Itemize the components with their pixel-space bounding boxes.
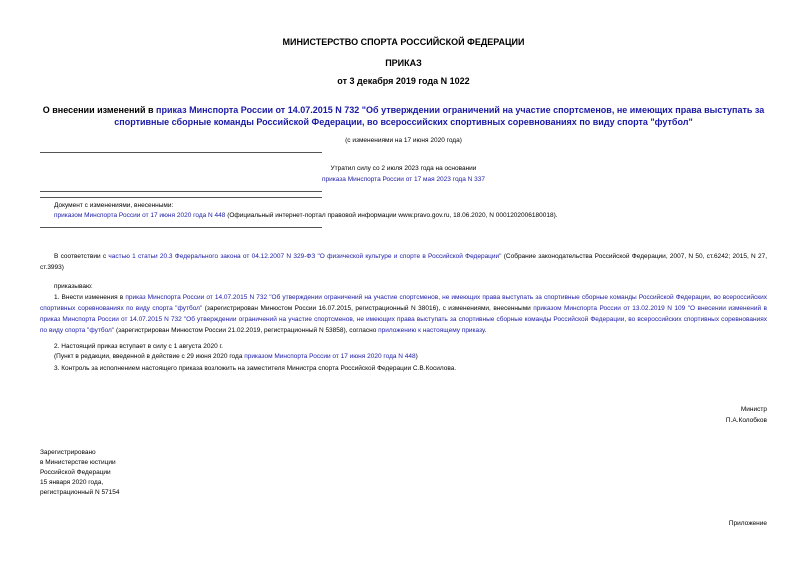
- divider: [40, 197, 322, 198]
- registration-line-5: регистрационный N 57154: [40, 489, 120, 496]
- signature-position: Министр: [740, 406, 767, 413]
- amendments-link[interactable]: приказом Минспорта России от 17 июня 2020 года N 448: [54, 212, 226, 219]
- title-link[interactable]: приказ Минспорта России от 14.07.2015 N 732 "Об утверждении ограничений на участие спортсменов, не имеющих права выступать за спортивные сборные команды Российской Федерации, во всероссийских спортивных соревнованиях по виду спорта "футбол": [114, 105, 765, 127]
- doc-type-heading: ПРИКАЗ: [385, 58, 422, 68]
- basis-paragraph: [40, 251, 767, 273]
- item-1-end: .: [484, 327, 487, 334]
- appendix-label: Приложение: [728, 520, 767, 527]
- item-2: 2. Настоящий приказ вступает в силу с 1 августа 2020 г.: [54, 343, 223, 350]
- lost-force-link[interactable]: приказа Минспорта России от 17 мая 2023 года N 337: [322, 176, 485, 183]
- divider: [40, 152, 322, 153]
- divider: [40, 227, 322, 228]
- registration-line-3: Российской Федерации: [40, 469, 111, 476]
- item-3: 3. Контроль за исполнением настоящего приказа возложить на заместителя Министра спорта Российской Федерации С.В.Косилова.: [54, 365, 457, 372]
- item-1-paragraph: [40, 292, 767, 336]
- item-1-mid: (зарегистрирован Минюстом России 16.07.2015, регистрационный N 38016), с изменениями, внесенными: [202, 305, 534, 312]
- basis-prefix: В соответствии с: [54, 253, 109, 260]
- order-word: приказываю:: [54, 283, 93, 290]
- changes-note: (с изменениями на 17 июня 2020 года): [345, 137, 462, 144]
- document-title: [40, 104, 767, 128]
- amendments-rest: (Официальный интернет-портал правовой информации www.pravo.gov.ru, 18.06.2020, N 0001202006180018).: [225, 212, 558, 219]
- registration-line-1: Зарегистрировано: [40, 449, 96, 456]
- title-prefix: О внесении изменений в: [42, 105, 157, 115]
- item-2-note-link[interactable]: приказом Минспорта России от 17 июня 2020 года N 448: [244, 353, 416, 360]
- item-1-mid-2: (зарегистрирован Минюстом России 21.02.2019, регистрационный N 53858), согласно: [114, 327, 379, 334]
- item-2-note-end: ): [415, 353, 418, 360]
- amendments-heading: Документ с изменениями, внесенными:: [54, 202, 174, 209]
- basis-rest: (Собрание законодательства Российской Федерации, 2007, N 50, ст.6242; 2015, N 27, ст.3993): [40, 253, 767, 271]
- item-1-link-3[interactable]: приложению к настоящему приказу: [378, 327, 485, 334]
- registration-line-2: в Министерстве юстиции: [40, 459, 116, 466]
- amendments-line: [54, 211, 558, 221]
- ministry-heading: МИНИСТЕРСТВО СПОРТА РОССИЙСКОЙ ФЕДЕРАЦИИ: [282, 37, 525, 47]
- divider: [40, 191, 322, 192]
- item-1-link[interactable]: приказ Минспорта России от 14.07.2015 N 732 "Об утверждении ограничений на участие спортсменов, не имеющих права выступать за спортивные сборные команды Российской Федерации, во всероссийских спортивных соревнованиях по виду спорта "футбол": [40, 294, 767, 312]
- item-1-link-2[interactable]: приказом Минспорта России от 13.02.2019 N 109 "О внесении изменений в приказ Минспорта России от 14.07.2015 N 732 "Об утверждении ограничений на участие спортсменов, не имеющих права выступать за спортивные сборные команды Российской Федерации, во всероссийских спортивных соревнованиях по виду спорта "футбол": [40, 305, 768, 334]
- signature-name: П.А.Колобков: [725, 417, 767, 424]
- registration-line-4: 15 января 2020 года,: [40, 479, 104, 486]
- lost-force-text: Утратил силу со 2 июля 2023 года на основании: [330, 165, 477, 172]
- item-2-note: [54, 352, 418, 362]
- item-2-note-prefix: (Пункт в редакции, введенной в действие с 29 июня 2020 года: [54, 353, 245, 360]
- item-1-prefix: 1. Внести изменения в: [54, 294, 126, 301]
- basis-link[interactable]: частью 1 статьи 20.3 Федерального закона от 04.12.2007 N 329-ФЗ "О физической культуре и спорте в Российской Федерации": [108, 253, 502, 260]
- date-number-heading: от 3 декабря 2019 года N 1022: [337, 76, 470, 86]
